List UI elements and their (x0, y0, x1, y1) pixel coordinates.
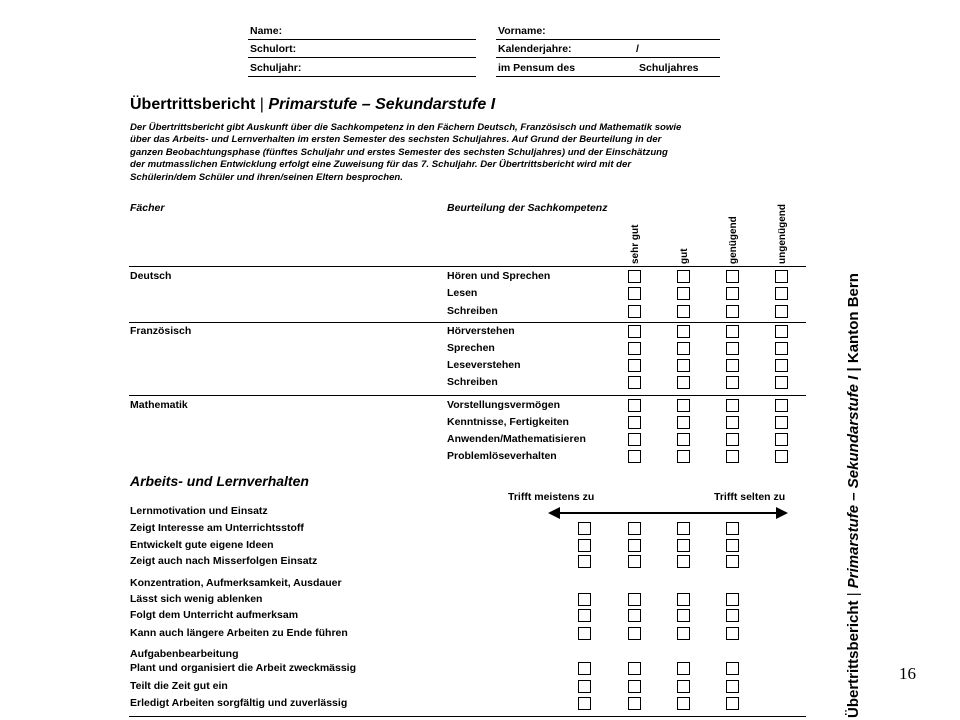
rating-checkbox[interactable] (726, 416, 739, 429)
vorname-line (496, 39, 720, 40)
behavior-item: Zeigt auch nach Misserfolgen Einsatz (130, 555, 318, 567)
subject-item: Schreiben (447, 376, 498, 388)
behavior-item: Erledigt Arbeiten sorgfältig und zuverlässig (130, 697, 348, 709)
rating-checkbox[interactable] (775, 416, 788, 429)
schuljahr-line (248, 76, 476, 77)
pensum-line (496, 76, 720, 77)
behavior-checkbox[interactable] (677, 522, 690, 535)
behavior-checkbox[interactable] (628, 680, 641, 693)
kalenderjahre-line (496, 57, 720, 58)
rating-checkbox[interactable] (628, 270, 641, 283)
scale-right-label: Trifft selten zu (714, 491, 786, 503)
rating-checkbox[interactable] (726, 270, 739, 283)
rating-checkbox[interactable] (677, 325, 690, 338)
schuljahres-label: Schuljahres (639, 62, 699, 74)
rating-checkbox[interactable] (775, 433, 788, 446)
behavior-checkbox[interactable] (628, 627, 641, 640)
title-main: Übertrittsbericht (130, 96, 256, 113)
behavior-checkbox[interactable] (578, 627, 591, 640)
rating-checkbox[interactable] (628, 376, 641, 389)
behavior-item: Teilt die Zeit gut ein (130, 680, 228, 692)
behavior-checkbox[interactable] (578, 697, 591, 710)
behavior-item: Entwickelt gute eigene Ideen (130, 539, 274, 551)
subject-item: Problemlöseverhalten (447, 450, 557, 462)
rating-header: gut (679, 248, 690, 264)
intro-line: ganzen Beobachtungsphase (fünftes Schuljahr und erstes Semester des sechsten Schuljahres) und der Einschätzung (130, 146, 668, 158)
rating-checkbox[interactable] (726, 450, 739, 463)
rating-checkbox[interactable] (628, 325, 641, 338)
behavior-checkbox[interactable] (628, 697, 641, 710)
rating-checkbox[interactable] (775, 287, 788, 300)
name-label: Name: (250, 25, 283, 37)
rating-checkbox[interactable] (677, 359, 690, 372)
rating-checkbox[interactable] (775, 325, 788, 338)
behavior-checkbox[interactable] (677, 627, 690, 640)
behavior-checkbox[interactable] (726, 680, 739, 693)
rating-checkbox[interactable] (677, 450, 690, 463)
rating-checkbox[interactable] (775, 399, 788, 412)
rating-checkbox[interactable] (677, 433, 690, 446)
subject-name: Mathematik (130, 399, 188, 411)
rating-checkbox[interactable] (775, 270, 788, 283)
schulort-line (248, 57, 476, 58)
footer-part2: Primarstufe – Sekundarstufe I (845, 375, 862, 589)
subject-item: Anwenden/Mathematisieren (447, 433, 586, 445)
subject-divider (129, 395, 806, 396)
rating-checkbox[interactable] (775, 450, 788, 463)
subject-item: Hörverstehen (447, 325, 515, 337)
rating-checkbox[interactable] (775, 376, 788, 389)
schulort-label: Schulort: (250, 43, 297, 55)
schuljahr-label: Schuljahr: (250, 62, 302, 74)
rating-header: genügend (728, 216, 739, 264)
behavior-checkbox[interactable] (677, 680, 690, 693)
rating-checkbox[interactable] (628, 416, 641, 429)
rating-checkbox[interactable] (628, 450, 641, 463)
rating-checkbox[interactable] (677, 399, 690, 412)
title-separator: | (255, 96, 269, 113)
rating-checkbox[interactable] (726, 342, 739, 355)
behavior-checkbox[interactable] (628, 539, 641, 552)
behavior-checkbox[interactable] (677, 555, 690, 568)
pensum-label: im Pensum des (498, 62, 576, 74)
behavior-item: Lässt sich wenig ablenken (130, 593, 263, 605)
rating-checkbox[interactable] (628, 399, 641, 412)
behavior-checkbox[interactable] (628, 662, 641, 675)
footer-separator: | (845, 588, 862, 601)
beurteilung-header: Beurteilung der Sachkompetenz (447, 202, 608, 214)
rating-checkbox[interactable] (677, 376, 690, 389)
rating-checkbox[interactable] (677, 305, 690, 318)
bottom-divider (129, 716, 806, 717)
subject-item: Sprechen (447, 342, 495, 354)
behavior-group-title: Aufgabenbearbeitung (130, 648, 239, 660)
rating-checkbox[interactable] (628, 305, 641, 318)
rating-header: ungenügend (777, 204, 788, 264)
subject-item: Lesen (447, 287, 478, 299)
rating-checkbox[interactable] (677, 287, 690, 300)
intro-line: Der Übertrittsbericht gibt Auskunft über die Sachkompetenz in den Fächern Deutsch, Französisch und Mathematik sowie (130, 122, 682, 133)
rating-checkbox[interactable] (726, 433, 739, 446)
behavior-checkbox[interactable] (677, 662, 690, 675)
intro-line: über das Arbeits- und Lernverhalten im ersten Semester des sechsten Schuljahres. Auf Grund der Beurteilung in der (130, 134, 662, 146)
vertical-footer-text (845, 273, 862, 718)
behavior-checkbox[interactable] (578, 555, 591, 568)
kalenderjahre-separator: / (636, 43, 639, 55)
page-number: 16 (899, 664, 916, 683)
behavior-checkbox[interactable] (578, 680, 591, 693)
rating-checkbox[interactable] (628, 342, 641, 355)
behavior-checkbox[interactable] (578, 539, 591, 552)
behavior-group-title: Konzentration, Aufmerksamkeit, Ausdauer (130, 577, 342, 589)
behavior-checkbox[interactable] (726, 697, 739, 710)
subject-divider (129, 322, 806, 323)
rating-checkbox[interactable] (677, 270, 690, 283)
behavior-title: Arbeits- und Lernverhalten (130, 473, 309, 489)
subject-name: Deutsch (130, 270, 172, 282)
behavior-item: Kann auch längere Arbeiten zu Ende führen (130, 627, 348, 639)
rating-checkbox[interactable] (775, 359, 788, 372)
behavior-checkbox[interactable] (578, 593, 591, 606)
behavior-checkbox[interactable] (677, 593, 690, 606)
rating-checkbox[interactable] (628, 359, 641, 372)
behavior-checkbox[interactable] (726, 522, 739, 535)
rating-checkbox[interactable] (775, 342, 788, 355)
intro-line: Schülerin/dem Schüler und ihren/seinen Eltern besprochen. (130, 171, 403, 183)
faecher-header: Fächer (130, 202, 165, 214)
rating-checkbox[interactable] (726, 359, 739, 372)
behavior-checkbox[interactable] (578, 609, 591, 622)
behavior-checkbox[interactable] (726, 609, 739, 622)
behavior-checkbox[interactable] (726, 539, 739, 552)
kalenderjahre-label: Kalenderjahre: (498, 43, 572, 55)
rating-checkbox[interactable] (726, 325, 739, 338)
behavior-checkbox[interactable] (677, 697, 690, 710)
behavior-checkbox[interactable] (628, 593, 641, 606)
subject-item: Vorstellungsvermögen (447, 399, 560, 411)
behavior-checkbox[interactable] (726, 555, 739, 568)
rating-checkbox[interactable] (775, 305, 788, 318)
behavior-item: Zeigt Interesse am Unterrichtsstoff (130, 522, 304, 534)
header-divider (129, 266, 806, 267)
vorname-label: Vorname: (498, 25, 546, 37)
rating-checkbox[interactable] (726, 305, 739, 318)
footer-part1: Übertrittsbericht (845, 600, 862, 718)
rating-checkbox[interactable] (628, 287, 641, 300)
subject-item: Kenntnisse, Fertigkeiten (447, 416, 569, 428)
subject-item: Schreiben (447, 305, 498, 317)
subject-item: Leseverstehen (447, 359, 521, 371)
rating-checkbox[interactable] (726, 399, 739, 412)
subject-item: Hören und Sprechen (447, 270, 551, 282)
rating-checkbox[interactable] (628, 433, 641, 446)
behavior-checkbox[interactable] (726, 593, 739, 606)
behavior-checkbox[interactable] (628, 555, 641, 568)
behavior-checkbox[interactable] (628, 522, 641, 535)
intro-paragraph (130, 122, 681, 184)
rating-checkbox[interactable] (726, 376, 739, 389)
scale-arrow (548, 506, 788, 520)
behavior-checkbox[interactable] (578, 522, 591, 535)
behavior-checkbox[interactable] (628, 609, 641, 622)
behavior-checkbox[interactable] (578, 662, 591, 675)
rating-checkbox[interactable] (677, 416, 690, 429)
scale-left-label: Trifft meistens zu (508, 491, 595, 503)
title-sub: Primarstufe – Sekundarstufe I (268, 96, 496, 113)
intro-line: der mutmasslichen Entwicklung erfolgt eine Zuweisung für das 7. Schuljahr. Der Übertrittsbericht wird mit der (130, 159, 632, 171)
behavior-checkbox[interactable] (677, 539, 690, 552)
behavior-checkbox[interactable] (726, 662, 739, 675)
behavior-checkbox[interactable] (677, 609, 690, 622)
behavior-checkbox[interactable] (726, 627, 739, 640)
behavior-group-title: Lernmotivation und Einsatz (130, 505, 268, 517)
page-title (130, 96, 495, 114)
behavior-item: Plant und organisiert die Arbeit zweckmässig (130, 662, 357, 674)
rating-checkbox[interactable] (677, 342, 690, 355)
behavior-item: Folgt dem Unterricht aufmerksam (130, 609, 299, 621)
rating-checkbox[interactable] (726, 287, 739, 300)
rating-header: sehr gut (630, 224, 641, 264)
subject-name: Französisch (130, 325, 192, 337)
footer-part3: | Kanton Bern (845, 273, 862, 376)
name-line (248, 39, 476, 40)
